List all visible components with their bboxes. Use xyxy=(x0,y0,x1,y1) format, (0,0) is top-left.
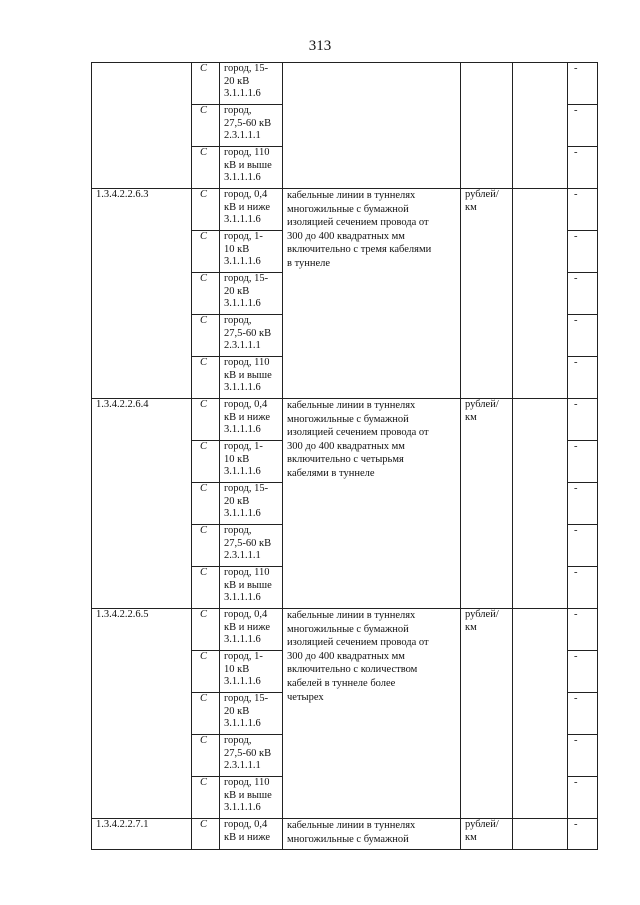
row-code: 1.3.4.2.2.6.3 xyxy=(92,189,192,399)
rate-value: - xyxy=(568,231,598,273)
row-code: 1.3.4.2.2.6.4 xyxy=(92,399,192,609)
table-row xyxy=(92,63,598,105)
category-line: 10 кВ xyxy=(224,243,250,255)
category-line: город, 0,4 xyxy=(224,609,268,620)
category-line: город, 15- xyxy=(224,273,269,284)
category-line: 27,5-60 кВ xyxy=(224,327,272,339)
category-line: 3.1.1.1.6 xyxy=(224,214,261,226)
line-description xyxy=(283,399,461,609)
description-line: многожильные с бумажной xyxy=(287,623,409,635)
category-line: 3.1.1.1.6 xyxy=(224,298,261,310)
rate-value: - xyxy=(568,567,598,609)
category-line: город, 0,4 xyxy=(224,189,268,200)
unit-line: км xyxy=(465,621,477,633)
voltage-symbol: С xyxy=(192,315,220,357)
category-line: 3.1.1.1.6 xyxy=(224,802,261,814)
category-line: город, xyxy=(224,315,252,326)
voltage-category xyxy=(220,651,283,693)
category-line: 2.3.1.1.1 xyxy=(224,760,261,772)
voltage-category xyxy=(220,525,283,567)
description-line: многожильные с бумажной xyxy=(287,413,409,425)
category-line: город, 15- xyxy=(224,483,269,494)
voltage-category xyxy=(220,399,283,441)
unit-line: рублей/ xyxy=(465,189,499,200)
voltage-symbol: С xyxy=(192,273,220,315)
description-line: изоляцией сечением провода от xyxy=(287,637,429,649)
empty-column xyxy=(513,819,568,850)
category-line: 3.1.1.1.6 xyxy=(224,88,261,100)
description-line: включительно с тремя кабелями xyxy=(287,244,432,256)
unit-of-measure xyxy=(461,609,513,819)
description-line: кабельные линии в туннелях xyxy=(287,400,416,411)
category-line: 20 кВ xyxy=(224,285,250,297)
description-line: 300 до 400 квадратных мм xyxy=(287,650,405,662)
voltage-category xyxy=(220,231,283,273)
rate-value: - xyxy=(568,315,598,357)
description-line: кабельные линии в туннелях xyxy=(287,820,416,831)
rate-value: - xyxy=(568,273,598,315)
table-row xyxy=(92,819,598,850)
line-description xyxy=(283,189,461,399)
voltage-symbol: С xyxy=(192,777,220,819)
description-line: включительно с четырьмя xyxy=(287,454,404,466)
rate-value: - xyxy=(568,693,598,735)
voltage-symbol: С xyxy=(192,693,220,735)
rate-value: - xyxy=(568,105,598,147)
category-line: кВ и ниже xyxy=(224,201,270,213)
description-line: включительно с количеством xyxy=(287,664,418,676)
line-description xyxy=(283,819,461,850)
category-line: 20 кВ xyxy=(224,705,250,717)
voltage-symbol: С xyxy=(192,147,220,189)
category-line: 3.1.1.1.6 xyxy=(224,382,261,394)
category-line: 3.1.1.1.6 xyxy=(224,172,261,184)
rate-value: - xyxy=(568,651,598,693)
category-line: 2.3.1.1.1 xyxy=(224,130,261,142)
voltage-symbol: С xyxy=(192,819,220,850)
voltage-category xyxy=(220,819,283,850)
description-line: кабелей в туннеле более xyxy=(287,677,396,689)
unit-line: рублей/ xyxy=(465,399,499,410)
category-line: город, 1- xyxy=(224,651,263,662)
category-line: 3.1.1.1.6 xyxy=(224,424,261,436)
description-line: кабельные линии в туннелях xyxy=(287,610,416,621)
category-line: кВ и выше xyxy=(224,789,272,801)
row-code xyxy=(92,63,192,189)
category-line: город, 1- xyxy=(224,231,263,242)
voltage-category xyxy=(220,63,283,105)
category-line: город, 0,4 xyxy=(224,819,268,830)
unit-line: рублей/ xyxy=(465,609,499,620)
voltage-symbol: С xyxy=(192,231,220,273)
category-line: 3.1.1.1.6 xyxy=(224,256,261,268)
rate-value: - xyxy=(568,525,598,567)
voltage-symbol: С xyxy=(192,525,220,567)
voltage-category xyxy=(220,105,283,147)
voltage-category xyxy=(220,483,283,525)
voltage-category xyxy=(220,609,283,651)
empty-column xyxy=(513,399,568,609)
voltage-symbol: С xyxy=(192,357,220,399)
category-line: 3.1.1.1.6 xyxy=(224,592,261,604)
table-row xyxy=(92,189,598,231)
voltage-symbol: С xyxy=(192,441,220,483)
unit-line: км xyxy=(465,411,477,423)
category-line: кВ и выше xyxy=(224,579,272,591)
description-line: многожильные с бумажной xyxy=(287,203,409,215)
rate-value: - xyxy=(568,441,598,483)
category-line: 3.1.1.1.6 xyxy=(224,676,261,688)
category-line: город, 0,4 xyxy=(224,399,268,410)
voltage-category xyxy=(220,189,283,231)
category-line: 3.1.1.1.6 xyxy=(224,466,261,478)
rate-value: - xyxy=(568,819,598,850)
voltage-category xyxy=(220,777,283,819)
rate-value: - xyxy=(568,147,598,189)
table-row xyxy=(92,609,598,651)
category-line: город, xyxy=(224,735,252,746)
line-description xyxy=(283,63,461,189)
description-line: многожильные с бумажной xyxy=(287,833,409,845)
voltage-symbol: С xyxy=(192,399,220,441)
category-line: город, 1- xyxy=(224,441,263,452)
rates-table xyxy=(91,62,598,850)
voltage-category xyxy=(220,735,283,777)
category-line: город, 110 xyxy=(224,777,270,788)
unit-line: рублей/ xyxy=(465,819,499,830)
category-line: 3.1.1.1.6 xyxy=(224,718,261,730)
category-line: 27,5-60 кВ xyxy=(224,537,272,549)
rate-value: - xyxy=(568,777,598,819)
voltage-symbol: С xyxy=(192,567,220,609)
voltage-symbol: С xyxy=(192,735,220,777)
rate-value: - xyxy=(568,609,598,651)
voltage-category xyxy=(220,567,283,609)
category-line: 2.3.1.1.1 xyxy=(224,550,261,562)
voltage-symbol: С xyxy=(192,483,220,525)
category-line: кВ и ниже xyxy=(224,411,270,423)
row-code: 1.3.4.2.2.6.5 xyxy=(92,609,192,819)
category-line: 3.1.1.1.6 xyxy=(224,508,261,520)
empty-column xyxy=(513,63,568,189)
voltage-symbol: С xyxy=(192,63,220,105)
description-line: кабельные линии в туннелях xyxy=(287,190,416,201)
category-line: город, xyxy=(224,105,252,116)
rate-value: - xyxy=(568,399,598,441)
empty-column xyxy=(513,609,568,819)
voltage-category xyxy=(220,273,283,315)
category-line: 20 кВ xyxy=(224,495,250,507)
category-line: 27,5-60 кВ xyxy=(224,747,272,759)
voltage-category xyxy=(220,441,283,483)
voltage-category xyxy=(220,357,283,399)
category-line: кВ и ниже xyxy=(224,621,270,633)
category-line: город, 110 xyxy=(224,147,270,158)
voltage-category xyxy=(220,147,283,189)
category-line: 10 кВ xyxy=(224,453,250,465)
unit-line: км xyxy=(465,831,477,843)
category-line: 2.3.1.1.1 xyxy=(224,340,261,352)
unit-of-measure xyxy=(461,819,513,850)
category-line: город, 110 xyxy=(224,567,270,578)
description-line: 300 до 400 квадратных мм xyxy=(287,440,405,452)
page-number: 313 xyxy=(308,38,332,54)
category-line: кВ и ниже xyxy=(224,831,270,843)
row-code: 1.3.4.2.2.7.1 xyxy=(92,819,192,850)
voltage-symbol: С xyxy=(192,651,220,693)
description-line: четырех xyxy=(287,691,324,703)
table-row xyxy=(92,399,598,441)
unit-of-measure xyxy=(461,189,513,399)
unit-of-measure xyxy=(461,399,513,609)
description-line: 300 до 400 квадратных мм xyxy=(287,230,405,242)
category-line: кВ и выше xyxy=(224,369,272,381)
description-line: в туннеле xyxy=(287,257,331,269)
rate-value: - xyxy=(568,63,598,105)
category-line: город, xyxy=(224,525,252,536)
unit-line: км xyxy=(465,201,477,213)
category-line: город, 110 xyxy=(224,357,270,368)
line-description xyxy=(283,609,461,819)
category-line: город, 15- xyxy=(224,693,269,704)
category-line: 27,5-60 кВ xyxy=(224,117,272,129)
description-line: кабелями в туннеле xyxy=(287,467,375,479)
category-line: город, 15- xyxy=(224,63,269,74)
category-line: 20 кВ xyxy=(224,75,250,87)
unit-of-measure xyxy=(461,63,513,189)
empty-column xyxy=(513,189,568,399)
voltage-category xyxy=(220,315,283,357)
rate-value: - xyxy=(568,189,598,231)
description-line: изоляцией сечением провода от xyxy=(287,217,429,229)
category-line: 3.1.1.1.6 xyxy=(224,634,261,646)
voltage-category xyxy=(220,693,283,735)
voltage-symbol: С xyxy=(192,189,220,231)
rates-table-body xyxy=(92,63,598,850)
category-line: 10 кВ xyxy=(224,663,250,675)
category-line: кВ и выше xyxy=(224,159,272,171)
rate-value: - xyxy=(568,357,598,399)
voltage-symbol: С xyxy=(192,609,220,651)
rate-value: - xyxy=(568,735,598,777)
rate-value: - xyxy=(568,483,598,525)
voltage-symbol: С xyxy=(192,105,220,147)
description-line: изоляцией сечением провода от xyxy=(287,427,429,439)
